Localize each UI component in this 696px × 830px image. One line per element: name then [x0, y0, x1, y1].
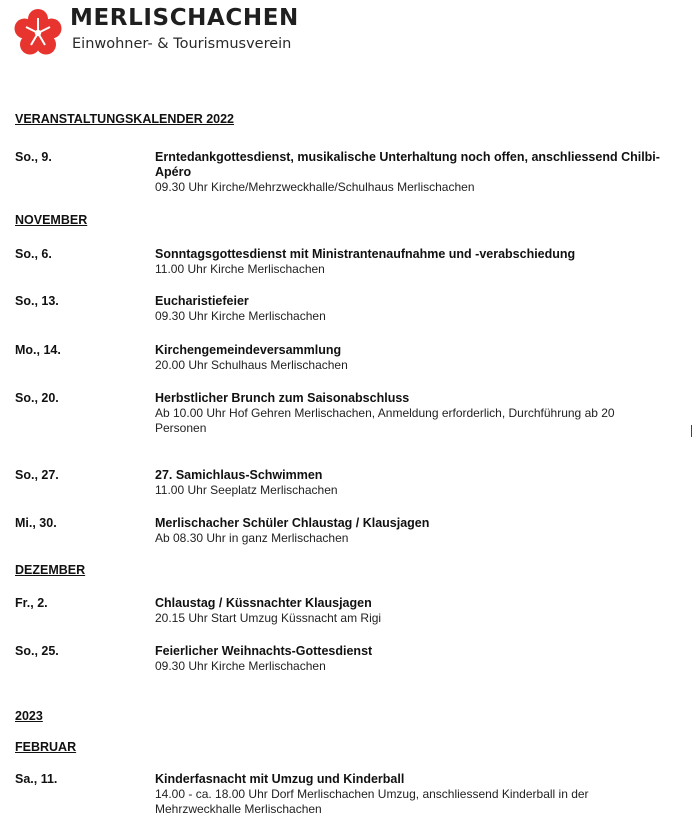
calendar-title: VERANSTALTUNGSKALENDER 2022: [15, 112, 235, 126]
event-title: Eucharistiefeier: [155, 294, 249, 308]
event-date: So., 20.: [15, 391, 59, 405]
event-title: Sonntagsgottesdienst mit Ministrantenaufnahme und -verabschiedung: [155, 247, 576, 261]
event-detail: 20.00 Uhr Schulhaus Merlischachen: [155, 358, 348, 372]
event-entry: [155, 391, 630, 436]
event-entry: [155, 343, 685, 373]
event-detail: 14.00 - ca. 18.00 Uhr Dorf Merlischachen Umzug, anschliessend Kinderball in der Mehrzweckhalle Merlischachen: [155, 787, 589, 816]
event-date: Fr., 2.: [15, 596, 48, 610]
event-title: Feierlicher Weihnachts-Gottesdienst: [155, 644, 373, 658]
event-date: Mi., 30.: [15, 516, 57, 530]
event-title: Kinderfasnacht mit Umzug und Kinderball: [155, 772, 405, 786]
event-entry: [155, 644, 685, 674]
event-detail: 09.30 Uhr Kirche Merlischachen: [155, 309, 326, 323]
event-detail: Ab 10.00 Uhr Hof Gehren Merlischachen, Anmeldung erforderlich, Durchführung ab 20 Personen: [155, 406, 615, 435]
section-heading-november: NOVEMBER: [15, 213, 88, 227]
event-title: Erntedankgottesdienst, musikalische Unterhaltung noch offen, anschliessend Chilbi-Apéro: [155, 150, 660, 179]
text-cursor: [691, 425, 692, 437]
event-date: So., 27.: [15, 468, 59, 482]
event-title: 27. Samichlaus-Schwimmen: [155, 468, 323, 482]
event-entry: [155, 516, 685, 546]
event-entry: [155, 247, 685, 277]
event-title: Chlaustag / Küssnachter Klausjagen: [155, 596, 372, 610]
section-heading-dezember: DEZEMBER: [15, 563, 86, 577]
year-heading-2023: 2023: [15, 709, 43, 723]
event-title: Kirchengemeindeversammlung: [155, 343, 342, 357]
event-detail: 20.15 Uhr Start Umzug Küssnacht am Rigi: [155, 611, 382, 625]
event-date: So., 9.: [15, 150, 52, 164]
event-entry: [155, 468, 685, 498]
event-detail: 11.00 Uhr Seeplatz Merlischachen: [155, 483, 338, 497]
event-date: So., 13.: [15, 294, 59, 308]
event-title: Merlischacher Schüler Chlaustag / Klausjagen: [155, 516, 430, 530]
event-detail: 11.00 Uhr Kirche Merlischachen: [155, 262, 325, 276]
event-entry: [155, 150, 683, 195]
event-date: Mo., 14.: [15, 343, 61, 357]
event-title: Herbstlicher Brunch zum Saisonabschluss: [155, 391, 410, 405]
event-date: So., 6.: [15, 247, 52, 261]
red-flower-logo-icon: [14, 9, 62, 57]
event-entry: [155, 294, 685, 324]
event-entry: [155, 596, 685, 626]
event-date: Sa., 11.: [15, 772, 58, 786]
section-heading-februar: FEBRUAR: [15, 740, 77, 754]
event-detail: 09.30 Uhr Kirche/Mehrzweckhalle/Schulhaus Merlischachen: [155, 180, 475, 194]
event-detail: 09.30 Uhr Kirche Merlischachen: [155, 659, 326, 673]
org-name: MERLISCHACHEN: [70, 5, 299, 31]
event-detail: Ab 08.30 Uhr in ganz Merlischachen: [155, 531, 349, 545]
org-subtitle: Einwohner- & Tourismusverein: [72, 36, 292, 52]
event-date: So., 25.: [15, 644, 59, 658]
event-entry: [155, 772, 635, 817]
